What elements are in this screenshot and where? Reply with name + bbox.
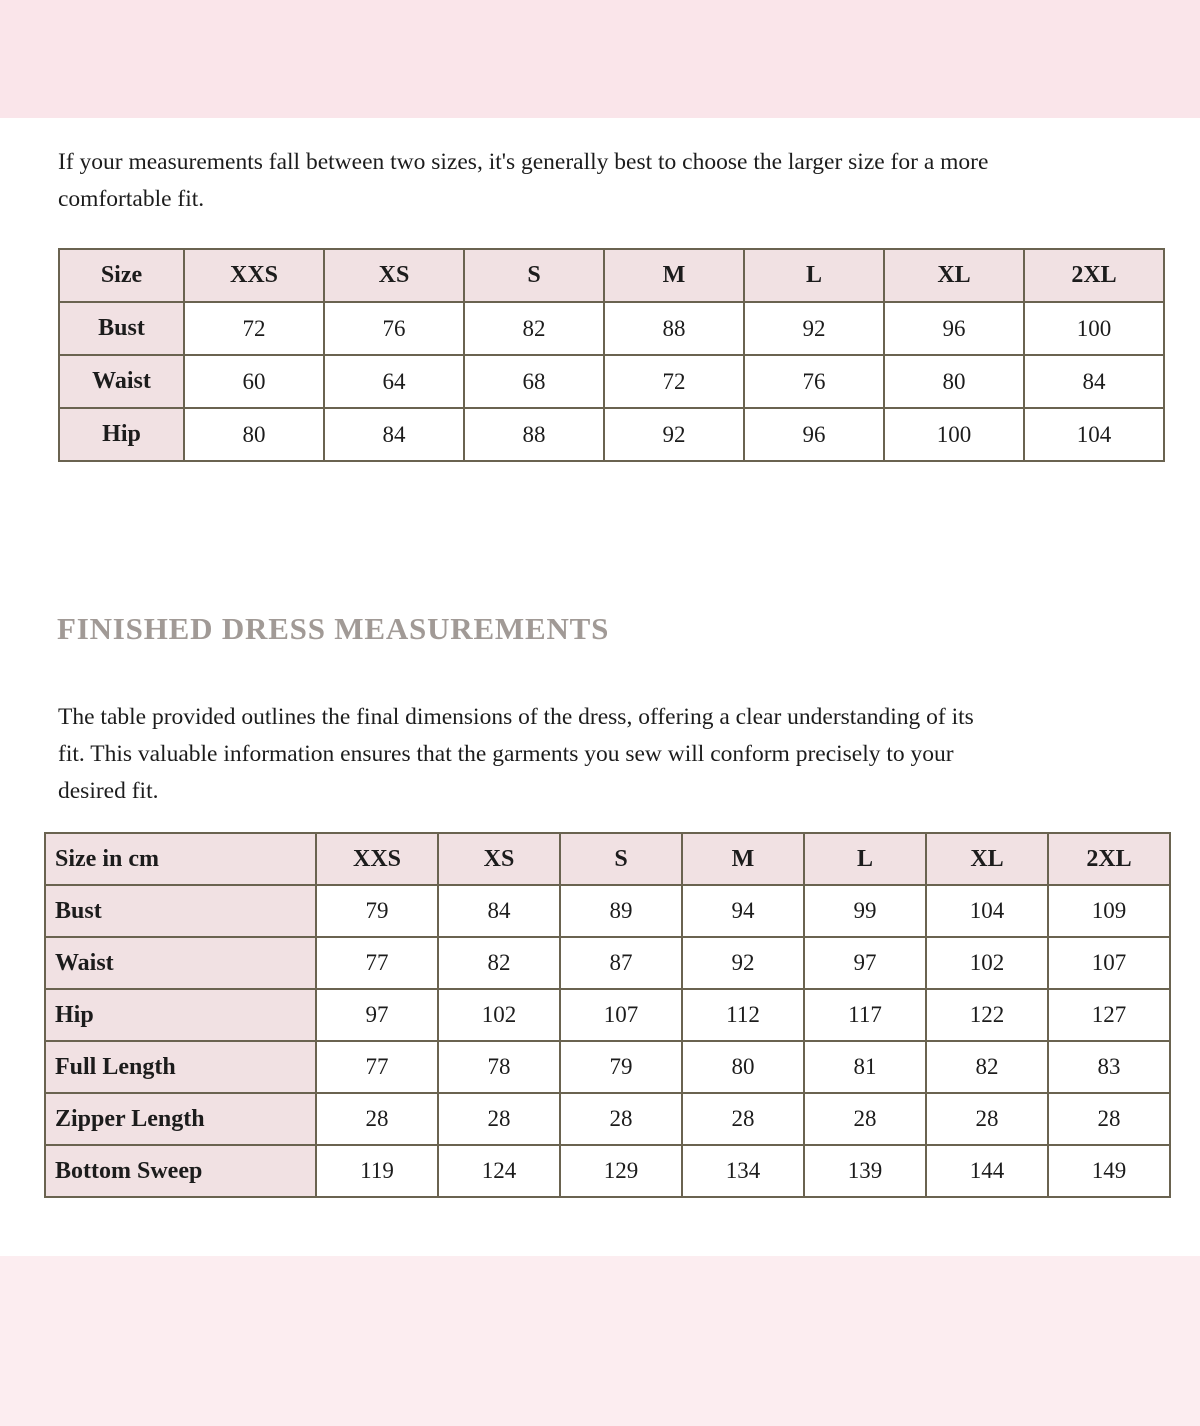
value-cell: 28 bbox=[926, 1093, 1048, 1145]
value-cell: 88 bbox=[604, 302, 744, 355]
value-cell: 94 bbox=[682, 885, 804, 937]
value-cell: 88 bbox=[464, 408, 604, 461]
row-label: Full Length bbox=[45, 1041, 316, 1093]
value-cell: 84 bbox=[438, 885, 560, 937]
finished-measurements-table bbox=[44, 832, 1171, 1198]
header-cell: L bbox=[804, 833, 926, 885]
section-line-3: desired fit. bbox=[58, 778, 159, 804]
value-cell: 104 bbox=[926, 885, 1048, 937]
table-row bbox=[59, 408, 1164, 461]
header-cell: XS bbox=[324, 249, 464, 302]
value-cell: 124 bbox=[438, 1145, 560, 1197]
value-cell: 60 bbox=[184, 355, 324, 408]
value-cell: 28 bbox=[316, 1093, 438, 1145]
body-measurements-table bbox=[58, 248, 1165, 462]
table-header-row bbox=[45, 833, 1170, 885]
value-cell: 96 bbox=[884, 302, 1024, 355]
value-cell: 139 bbox=[804, 1145, 926, 1197]
row-label: Waist bbox=[45, 937, 316, 989]
value-cell: 80 bbox=[184, 408, 324, 461]
intro-line-2: comfortable fit. bbox=[58, 186, 205, 212]
value-cell: 82 bbox=[464, 302, 604, 355]
value-cell: 64 bbox=[324, 355, 464, 408]
row-label: Bottom Sweep bbox=[45, 1145, 316, 1197]
section-heading: FINISHED DRESS MEASUREMENTS bbox=[57, 611, 610, 646]
value-cell: 81 bbox=[804, 1041, 926, 1093]
value-cell: 72 bbox=[604, 355, 744, 408]
value-cell: 89 bbox=[560, 885, 682, 937]
value-cell: 149 bbox=[1048, 1145, 1170, 1197]
value-cell: 77 bbox=[316, 1041, 438, 1093]
value-cell: 79 bbox=[560, 1041, 682, 1093]
header-cell: 2XL bbox=[1024, 249, 1164, 302]
header-cell: Size bbox=[59, 249, 184, 302]
header-cell: Size in cm bbox=[45, 833, 316, 885]
value-cell: 122 bbox=[926, 989, 1048, 1041]
value-cell: 80 bbox=[884, 355, 1024, 408]
value-cell: 102 bbox=[926, 937, 1048, 989]
row-label: Waist bbox=[59, 355, 184, 408]
value-cell: 117 bbox=[804, 989, 926, 1041]
value-cell: 102 bbox=[438, 989, 560, 1041]
section-line-1: The table provided outlines the final dimensions of the dress, offering a clear understanding of its bbox=[58, 704, 974, 730]
top-pink-band bbox=[0, 0, 1200, 118]
section-line-2: fit. This valuable information ensures that the garments you sew will conform precisely to your bbox=[58, 741, 954, 767]
header-cell: XXS bbox=[184, 249, 324, 302]
value-cell: 100 bbox=[1024, 302, 1164, 355]
value-cell: 28 bbox=[560, 1093, 682, 1145]
table-row bbox=[59, 355, 1164, 408]
value-cell: 72 bbox=[184, 302, 324, 355]
table-header-row bbox=[59, 249, 1164, 302]
header-cell: 2XL bbox=[1048, 833, 1170, 885]
header-cell: XS bbox=[438, 833, 560, 885]
value-cell: 92 bbox=[744, 302, 884, 355]
value-cell: 134 bbox=[682, 1145, 804, 1197]
value-cell: 97 bbox=[804, 937, 926, 989]
value-cell: 76 bbox=[744, 355, 884, 408]
table-row bbox=[45, 989, 1170, 1041]
row-label: Bust bbox=[59, 302, 184, 355]
row-label: Zipper Length bbox=[45, 1093, 316, 1145]
section-paragraph bbox=[58, 699, 1168, 810]
table-row bbox=[45, 885, 1170, 937]
header-cell: XL bbox=[884, 249, 1024, 302]
value-cell: 79 bbox=[316, 885, 438, 937]
value-cell: 107 bbox=[1048, 937, 1170, 989]
value-cell: 84 bbox=[1024, 355, 1164, 408]
row-label: Hip bbox=[59, 408, 184, 461]
value-cell: 77 bbox=[316, 937, 438, 989]
value-cell: 78 bbox=[438, 1041, 560, 1093]
row-label: Hip bbox=[45, 989, 316, 1041]
header-cell: S bbox=[560, 833, 682, 885]
value-cell: 28 bbox=[1048, 1093, 1170, 1145]
value-cell: 99 bbox=[804, 885, 926, 937]
header-cell: XL bbox=[926, 833, 1048, 885]
value-cell: 68 bbox=[464, 355, 604, 408]
value-cell: 96 bbox=[744, 408, 884, 461]
value-cell: 80 bbox=[682, 1041, 804, 1093]
row-label: Bust bbox=[45, 885, 316, 937]
value-cell: 28 bbox=[804, 1093, 926, 1145]
intro-paragraph bbox=[58, 144, 1168, 218]
table-row bbox=[45, 1093, 1170, 1145]
value-cell: 112 bbox=[682, 989, 804, 1041]
value-cell: 100 bbox=[884, 408, 1024, 461]
value-cell: 127 bbox=[1048, 989, 1170, 1041]
value-cell: 87 bbox=[560, 937, 682, 989]
table-row bbox=[45, 1041, 1170, 1093]
value-cell: 107 bbox=[560, 989, 682, 1041]
value-cell: 92 bbox=[604, 408, 744, 461]
value-cell: 84 bbox=[324, 408, 464, 461]
header-cell: XXS bbox=[316, 833, 438, 885]
value-cell: 119 bbox=[316, 1145, 438, 1197]
table-row bbox=[45, 937, 1170, 989]
table-row bbox=[45, 1145, 1170, 1197]
value-cell: 82 bbox=[926, 1041, 1048, 1093]
value-cell: 129 bbox=[560, 1145, 682, 1197]
value-cell: 76 bbox=[324, 302, 464, 355]
header-cell: L bbox=[744, 249, 884, 302]
value-cell: 83 bbox=[1048, 1041, 1170, 1093]
header-cell: M bbox=[682, 833, 804, 885]
bottom-pink-band bbox=[0, 1256, 1200, 1426]
intro-line-1: If your measurements fall between two sizes, it's generally best to choose the larger size for a more bbox=[58, 149, 989, 175]
value-cell: 144 bbox=[926, 1145, 1048, 1197]
value-cell: 28 bbox=[682, 1093, 804, 1145]
header-cell: M bbox=[604, 249, 744, 302]
value-cell: 28 bbox=[438, 1093, 560, 1145]
value-cell: 92 bbox=[682, 937, 804, 989]
value-cell: 104 bbox=[1024, 408, 1164, 461]
value-cell: 82 bbox=[438, 937, 560, 989]
value-cell: 109 bbox=[1048, 885, 1170, 937]
value-cell: 97 bbox=[316, 989, 438, 1041]
header-cell: S bbox=[464, 249, 604, 302]
table-row bbox=[59, 302, 1164, 355]
